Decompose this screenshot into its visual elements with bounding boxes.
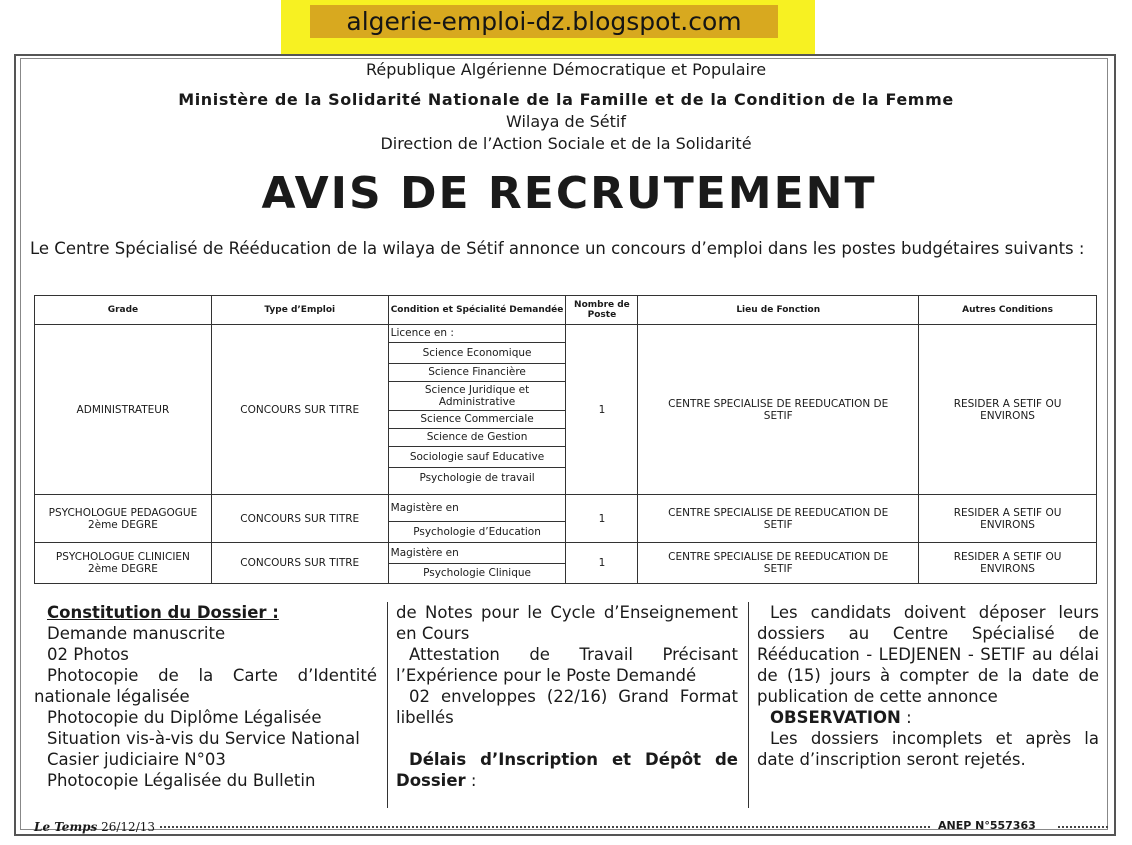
direction-line: Direction de l’Action Sociale et de la Solidarité	[380, 134, 752, 153]
dossier-item: Demande manuscrite	[47, 624, 226, 643]
dossier-item-continued: de Notes pour le Cycle d’Enseignement en Cours	[396, 603, 738, 643]
condition-title: Magistère en	[390, 547, 459, 559]
delais-text: Les candidats doivent déposer leurs dossiers au Centre Spécialisé de Rééducation - LEDJENEN - SETIF au délai de (15) jours à compter de la date de publication de cette annonce	[757, 603, 1099, 706]
observation-heading-block	[757, 707, 1099, 728]
column-divider	[387, 602, 388, 808]
nombre-cell: 1	[566, 325, 638, 495]
observation-text: Les dossiers incomplets et après la date d’inscription seront rejetés.	[757, 729, 1099, 769]
recruitment-table	[34, 295, 1097, 584]
speciality-item: Science de Gestion	[389, 428, 566, 446]
col-header-autres: Autres Conditions	[919, 296, 1097, 325]
footer-rule	[1058, 826, 1108, 828]
newspaper-credit	[34, 820, 155, 834]
lieu-cell: CENTRE SPECIALISE DE REEDUCATION DE SETIF	[638, 543, 919, 584]
delais-heading-suffix: :	[465, 771, 477, 790]
speciality-item: Psychologie de travail	[389, 467, 566, 488]
observation-heading-suffix: :	[900, 708, 912, 727]
table-header-row	[35, 296, 1097, 325]
autres-cell: RESIDER A SETIF OU ENVIRONS	[919, 543, 1097, 584]
grade-cell: PSYCHOLOGUE CLINICIEN 2ème DEGRE	[35, 543, 212, 584]
dossier-item: Photocopie du Diplôme Légalisée	[47, 708, 322, 727]
anep-reference: ANEP N°557363	[938, 819, 1036, 832]
delais-heading-block	[396, 749, 738, 791]
dossier-item: 02 Photos	[47, 645, 129, 664]
wilaya-line: Wilaya de Sétif	[506, 112, 626, 131]
publication-date: 26/12/13	[101, 820, 156, 834]
col-header-lieu: Lieu de Fonction	[638, 296, 919, 325]
speciality-item: Sociologie sauf Educative	[389, 446, 566, 467]
col-header-type: Type d’Emploi	[211, 296, 388, 325]
observation-heading: OBSERVATION	[770, 708, 901, 727]
delais-heading: Délais d’Inscription et Dépôt de Dossier	[396, 750, 738, 790]
dossier-item: 02 enveloppes (22/16) Grand Format libellés	[396, 687, 738, 727]
table-row	[35, 495, 1097, 543]
dossier-item: Situation vis-à-vis du Service National	[47, 729, 360, 748]
dossier-item: Photocopie Légalisée du Bulletin	[47, 771, 316, 790]
republic-line: République Algérienne Démocratique et Populaire	[365, 60, 767, 79]
lieu-cell: CENTRE SPECIALISE DE REEDUCATION DE SETIF	[638, 495, 919, 543]
condition-title: Licence en :	[390, 327, 454, 339]
speciality-item: Science Economique	[389, 342, 566, 363]
dossier-item: Casier judiciaire N°03	[47, 750, 226, 769]
type-cell: CONCOURS SUR TITRE	[211, 325, 388, 495]
condition-cell	[388, 543, 566, 584]
intro-paragraph: Le Centre Spécialisé de Rééducation de la wilaya de Sétif annonce un concours d’emploi dans les postes budgétaires suivants :	[30, 239, 1085, 258]
condition-cell	[388, 325, 566, 495]
delais-column	[757, 602, 1099, 770]
nombre-cell: 1	[566, 495, 638, 543]
grade-cell: PSYCHOLOGUE PEDAGOGUE 2ème DEGRE	[35, 495, 212, 543]
site-url[interactable]: algerie-emploi-dz.blogspot.com	[310, 5, 778, 38]
table-row	[35, 325, 1097, 495]
table-row	[35, 543, 1097, 584]
newspaper-name: Le Temps	[34, 820, 98, 834]
grade-cell: ADMINISTRATEUR	[35, 325, 212, 495]
col-header-grade: Grade	[35, 296, 212, 325]
speciality-item: Psychologie Clinique	[389, 563, 566, 583]
dossier-heading: Constitution du Dossier :	[47, 603, 279, 622]
dossier-column	[34, 602, 377, 791]
speciality-item: Psychologie d’Education	[389, 521, 566, 542]
dossier-continued-column	[396, 602, 738, 791]
type-cell: CONCOURS SUR TITRE	[211, 543, 388, 584]
dossier-item: Photocopie de la Carte d’Identité nationale légalisée	[34, 666, 377, 706]
speciality-item: Science Juridique et Administrative	[389, 381, 566, 410]
footer-rule	[160, 826, 930, 828]
autres-cell: RESIDER A SETIF OU ENVIRONS	[919, 495, 1097, 543]
nombre-cell: 1	[566, 543, 638, 584]
dossier-item: Attestation de Travail Précisant l’Expérience pour le Poste Demandé	[396, 645, 738, 685]
autres-cell: RESIDER A SETIF OU ENVIRONS	[919, 325, 1097, 495]
speciality-item: Science Commerciale	[389, 410, 566, 428]
col-header-condition: Condition et Spécialité Demandée	[388, 296, 566, 325]
lieu-cell: CENTRE SPECIALISE DE REEDUCATION DE SETIF	[638, 325, 919, 495]
ministry-line: Ministère de la Solidarité Nationale de la Famille et de la Condition de la Femme	[178, 90, 954, 109]
speciality-item: Science Financière	[389, 363, 566, 381]
col-header-nombre: Nombre de Poste	[566, 296, 638, 325]
condition-title: Magistère en	[390, 502, 459, 514]
column-divider	[748, 602, 749, 808]
condition-cell	[388, 495, 566, 543]
type-cell: CONCOURS SUR TITRE	[211, 495, 388, 543]
page-title: AVIS DE RECRUTEMENT	[261, 168, 877, 219]
